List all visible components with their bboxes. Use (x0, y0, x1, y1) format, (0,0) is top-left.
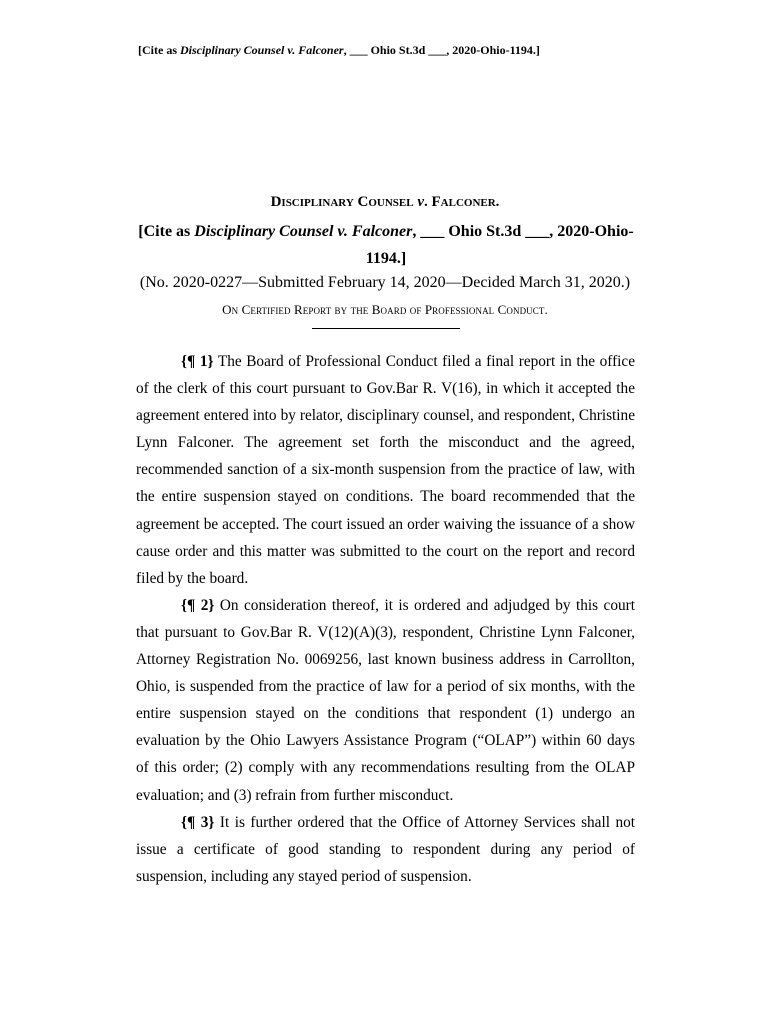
running-head-prefix: [Cite as (138, 43, 180, 57)
case-number-line: (No. 2020-0227—Submitted February 14, 2020—Decided March 31, 2020.) (139, 274, 631, 291)
caption-versus: v (417, 194, 424, 210)
caption-part1: Disciplinary Counsel (270, 194, 418, 210)
paragraph-2 (136, 592, 635, 809)
on-certified-report-line: On Certified Report by the Board of Professional Conduct. (222, 302, 548, 317)
running-head-citation (138, 43, 540, 58)
cite-prefix: [Cite as (138, 223, 195, 240)
paragraph-3 (136, 809, 635, 890)
cite-as-block (136, 218, 636, 272)
caption-part2: . Falconer. (424, 194, 500, 210)
paragraph-text: On consideration thereof, it is ordered and adjudged by this court that pursuant to Gov.Bar R. V(12)(A)(3), respondent, Christine Lynn Falconer, Attorney Registration No. 0069256, last known business address in Carrollton, Ohio, is suspended from the practice of law for a period of six months, with the entire suspension stayed on the conditions that respondent (1) undergo an evaluation by the Ohio Lawyers Assistance Program (“OLAP”) within 60 days of this order; (2) comply with any recommendations resulting from the OLAP evaluation; and (3) refrain from further misconduct. (136, 596, 635, 804)
running-head-suffix: , ___ Ohio St.3d ___, 2020-Ohio-1194.] (343, 43, 540, 57)
horizontal-rule (312, 328, 460, 329)
paragraph-1 (136, 348, 635, 592)
paragraph-number: {¶ 1} (181, 353, 214, 370)
cite-case-name: Disciplinary Counsel v. Falconer (194, 223, 413, 240)
paragraph-text: It is further ordered that the Office of Attorney Services shall not issue a certificate of good standing to respondent during any period of suspension, including any stayed period of suspension. (136, 813, 635, 885)
cite-suffix: , ___ Ohio St.3d ___, 2020-Ohio-1194.] (365, 223, 634, 267)
running-head-case-name: Disciplinary Counsel v. Falconer (180, 43, 344, 57)
opinion-body (136, 348, 635, 890)
case-caption-title (0, 194, 770, 211)
paragraph-number: {¶ 2} (181, 596, 215, 614)
paragraph-number: {¶ 3} (181, 813, 215, 831)
paragraph-text: The Board of Professional Conduct filed a final report in the office of the clerk of this court pursuant to Gov.Bar R. V(16), in which it accepted the agreement entered into by relator, disciplinary counsel, and respondent, Christine Lynn Falconer. The agreement set forth the misconduct and the agreed, recommended sanction of a six-month suspension from the practice of law, with the entire suspension stayed on conditions. The board recommended that the agreement be accepted. The court issued an order waiving the issuance of a show cause order and this matter was submitted to the court on the report and record filed by the board. (136, 353, 635, 587)
